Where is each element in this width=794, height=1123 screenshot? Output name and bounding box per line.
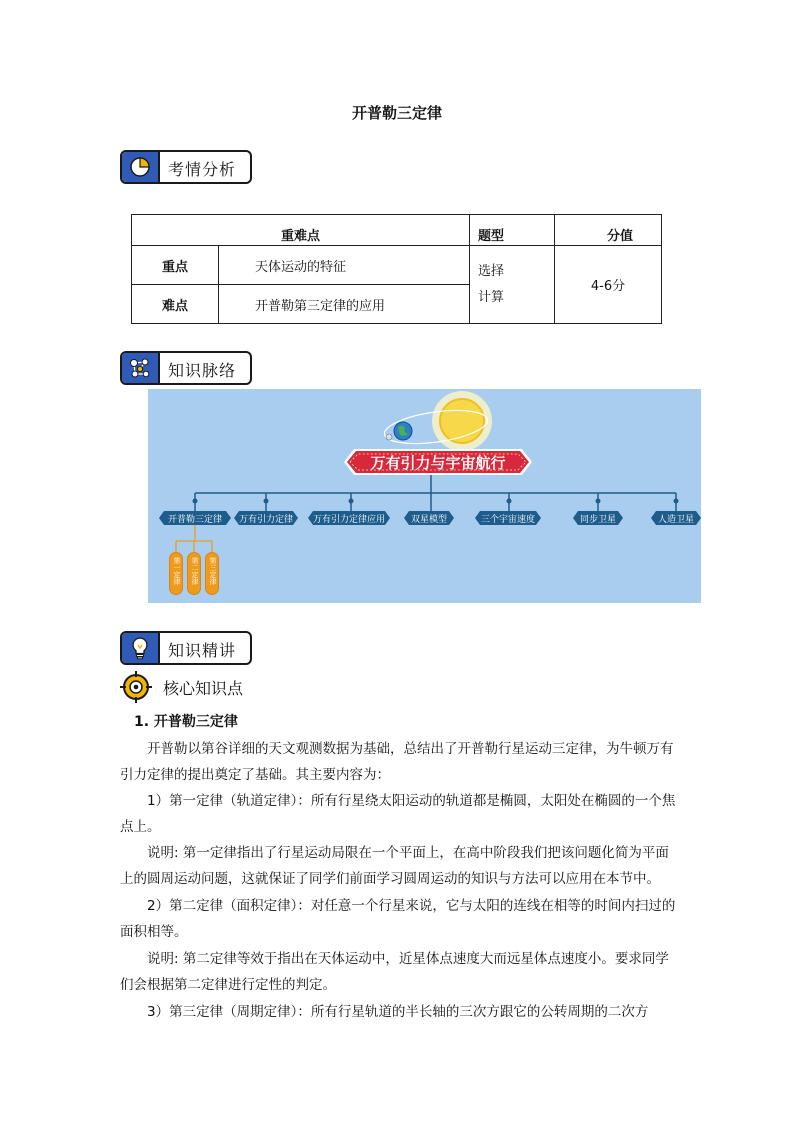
mindmap-node-cosmic-velocities: [475, 511, 541, 525]
mindmap-node-kepler: [159, 511, 231, 525]
target-icon: [119, 670, 153, 704]
row-content-key: 天体运动的特征: [219, 246, 470, 285]
header-score: 分值: [555, 215, 662, 246]
type-choice: 选择: [478, 263, 505, 279]
mindmap-subnode-first-law: 第一定律: [169, 552, 183, 595]
question-type-cell: [470, 246, 555, 324]
row-content-difficult: 开普勒第三定律的应用: [219, 285, 470, 324]
mindmap-node-gravitation-application: [308, 511, 390, 525]
svg-text:万有引力定律应用: 万有引力定律应用: [312, 515, 386, 525]
svg-text:人造卫星: 人造卫星: [657, 515, 695, 525]
header-question-type: 题型: [470, 215, 555, 246]
section-header-analysis: [120, 150, 252, 184]
row-label-difficult: 难点: [132, 285, 219, 324]
network-nodes-icon: [122, 353, 160, 383]
section-title: 知识精讲: [168, 641, 237, 660]
mindmap-node-geostationary: [573, 511, 623, 525]
section-title: 知识脉络: [168, 361, 237, 380]
mindmap-node-binary-star: [404, 511, 454, 525]
svg-text:同步卫星: 同步卫星: [579, 515, 617, 525]
type-calculation: 计算: [478, 289, 505, 305]
mindmap-title: 万有引力与宇宙航行: [370, 454, 506, 472]
row-label-key: 重点: [132, 246, 219, 285]
core-points-title: 核心知识点: [163, 679, 244, 698]
svg-text:开普勒三定律: 开普勒三定律: [167, 515, 223, 525]
paragraph-intro: 开普勒以第谷详细的天文观测数据为基础，总结出了开普勒行星运动三定律，为牛顿万有引力定律的提出奠定了基础。其主要内容为：: [120, 741, 674, 783]
mindmap-node-gravitation-law: [234, 511, 298, 525]
mindmap-subnode-second-law: 第二定律: [187, 552, 201, 595]
svg-text:三个宇宙速度: 三个宇宙速度: [480, 515, 536, 525]
section-header-outline: [120, 351, 252, 385]
svg-text:双星模型: 双星模型: [410, 515, 448, 525]
paragraph-second-law-note: 说明: 第二定律等效于指出在天体运动中，近星体点速度大而远星体点速度小。要求同学们会根据第二定律进行定性的判定。: [120, 951, 669, 993]
document-title: 开普勒三定律: [351, 104, 442, 122]
section-title: 考情分析: [168, 160, 237, 179]
paragraph-third-law: 3）第三定律（周期定律）：所有行星轨道的半长轴的三次方跟它的公转周期的二次方: [147, 1004, 649, 1020]
mindmap-node-artificial-satellite: [651, 511, 701, 525]
header-key-points: 重难点: [132, 215, 470, 246]
paragraph-first-law: 1）第一定律（轨道定律）：所有行星绕太阳运动的轨道都是椭圆，太阳处在椭圆的一个焦点上。: [120, 793, 676, 835]
svg-text:万有引力定律: 万有引力定律: [238, 515, 294, 525]
mindmap-subnode-third-law: 第三定律: [205, 552, 219, 595]
paragraph-first-law-note: 说明: 第一定律指出了行星运动局限在一个平面上，在高中阶段我们把该问题化简为平面上的圆周运动问题，这就保证了同学们前面学习圆周运动的知识与方法可以应用在本节中。: [120, 845, 669, 887]
pie-chart-icon: [122, 152, 160, 182]
section-header-detail: [120, 631, 252, 665]
knowledge-mindmap: [148, 389, 701, 603]
subsection-heading: 1. 开普勒三定律: [134, 714, 238, 730]
lightbulb-icon: [122, 633, 160, 663]
score-cell: 4-6分: [555, 246, 662, 324]
difficulty-table: [131, 214, 662, 324]
paragraph-second-law: 2）第二定律（面积定律）：对任意一个行星来说，它与太阳的连线在相等的时间内扫过的面积相等。: [120, 898, 676, 940]
